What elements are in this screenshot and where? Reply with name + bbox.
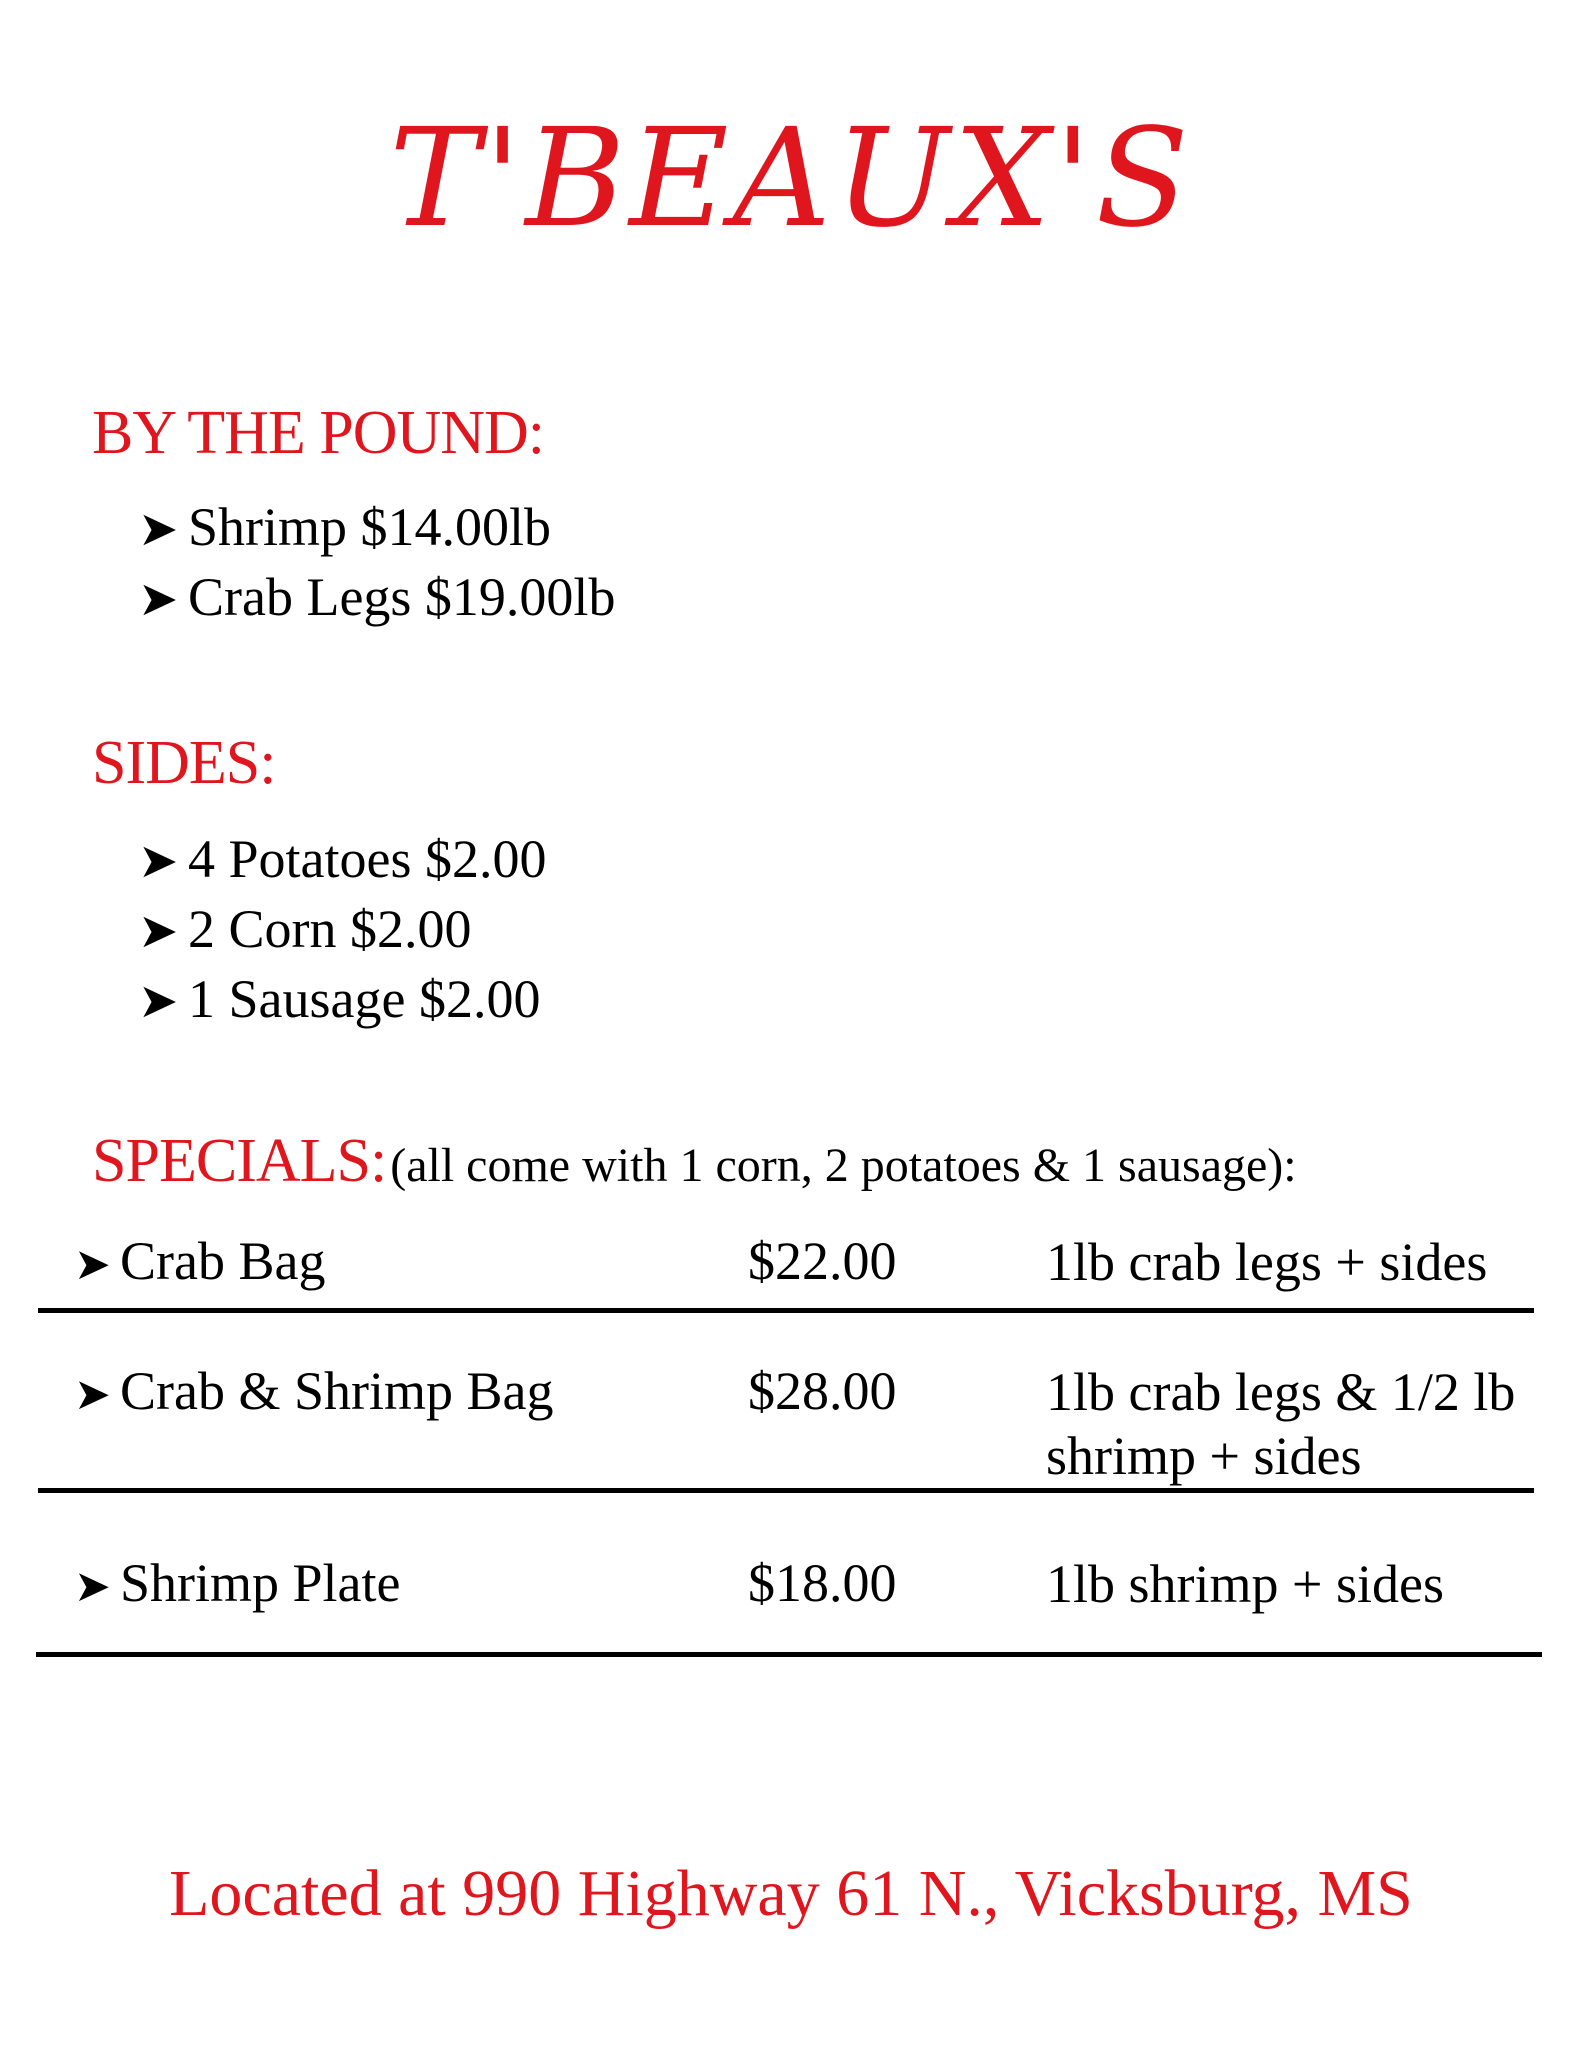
sides-heading: SIDES: — [92, 729, 276, 797]
arrowhead-bullet-icon: ➤ — [74, 1369, 111, 1420]
arrowhead-bullet-icon: ➤ — [138, 501, 179, 557]
special-name: ➤ Crab & Shrimp Bag — [74, 1361, 554, 1421]
list-item: ➤ 2 Corn $2.00 — [138, 899, 472, 959]
special-description: 1lb shrimp + sides — [1046, 1554, 1444, 1614]
arrowhead-bullet-icon: ➤ — [74, 1239, 111, 1290]
specials-heading: SPECIALS: — [92, 1127, 387, 1195]
special-description: 1lb crab legs + sides — [1046, 1232, 1488, 1292]
special-description: 1lb crab legs & 1/2 lb shrimp + sides — [1046, 1362, 1516, 1486]
special-price: $18.00 — [748, 1553, 897, 1613]
by-the-pound-heading: BY THE POUND: — [92, 399, 545, 467]
list-item: ➤ Shrimp $14.00lb — [138, 497, 552, 557]
special-price: $22.00 — [748, 1231, 897, 1291]
row-divider — [38, 1488, 1534, 1493]
list-item: ➤ Crab Legs $19.00lb — [138, 567, 616, 627]
arrowhead-bullet-icon: ➤ — [74, 1561, 111, 1612]
arrowhead-bullet-icon: ➤ — [138, 833, 179, 889]
location-footer: Located at 990 Highway 61 N., Vicksburg, MS — [169, 1857, 1413, 1930]
arrowhead-bullet-icon: ➤ — [138, 903, 179, 959]
row-divider — [38, 1308, 1534, 1313]
special-name: ➤ Crab Bag — [74, 1231, 326, 1291]
row-divider — [36, 1652, 1542, 1657]
specials-header — [92, 1126, 1297, 1197]
arrowhead-bullet-icon: ➤ — [138, 571, 179, 627]
special-name: ➤ Shrimp Plate — [74, 1553, 401, 1613]
restaurant-title: T'BEAUX'S — [389, 100, 1193, 258]
special-price: $28.00 — [748, 1361, 897, 1421]
arrowhead-bullet-icon: ➤ — [138, 973, 179, 1029]
list-item: ➤ 1 Sausage $2.00 — [138, 969, 541, 1029]
list-item: ➤ 4 Potatoes $2.00 — [138, 829, 547, 889]
specials-note: (all come with 1 corn, 2 potatoes & 1 sausage): — [390, 1139, 1297, 1192]
